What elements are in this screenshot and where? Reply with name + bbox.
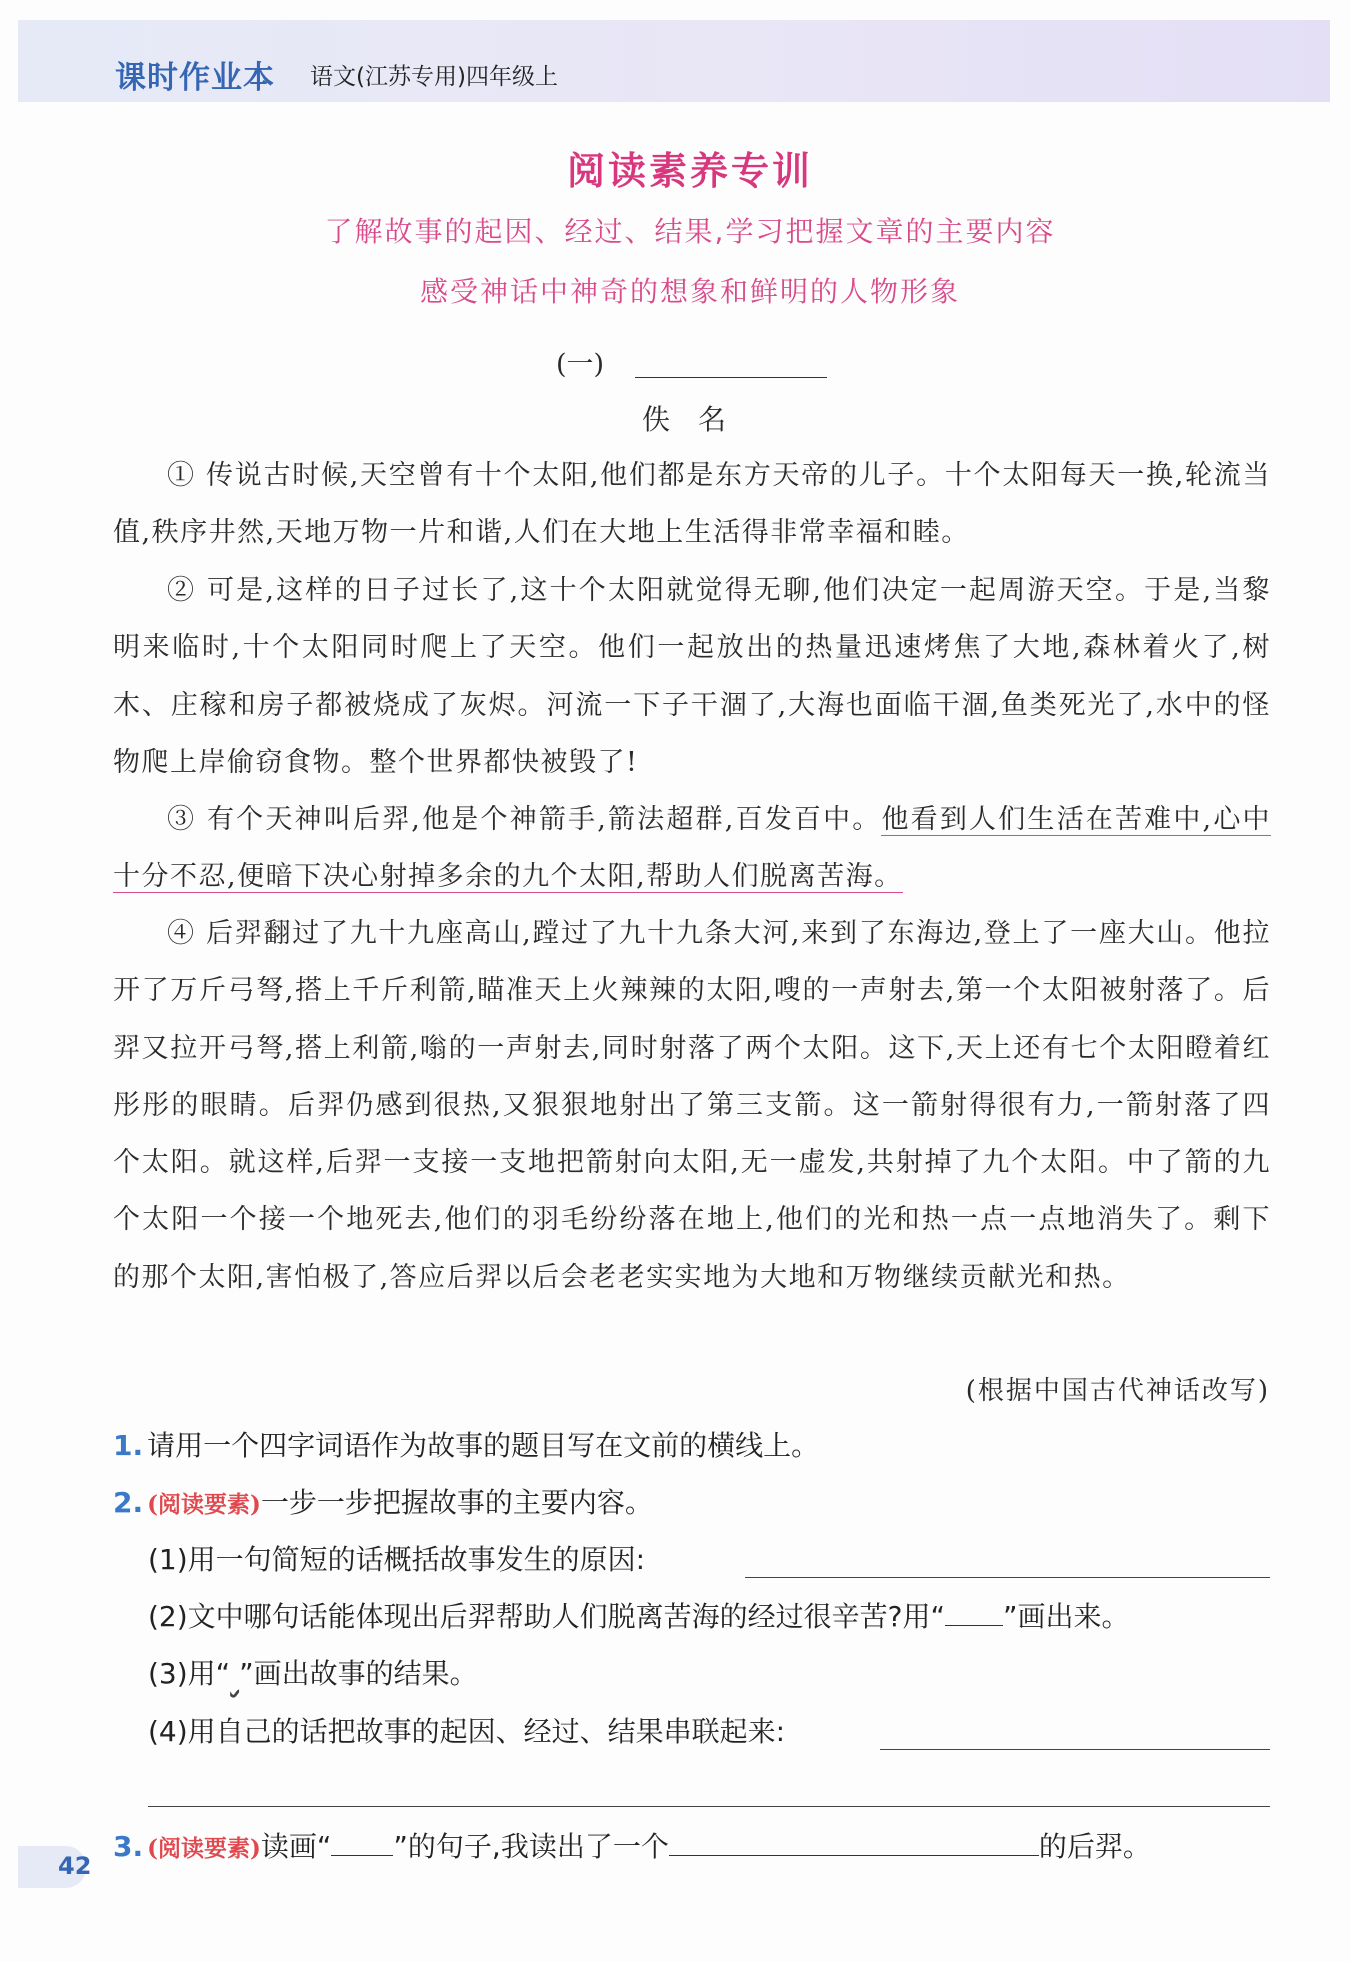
answer-line-2-4a[interactable] bbox=[880, 1749, 1270, 1750]
straight-line-mark bbox=[331, 1829, 393, 1856]
question-text: (2)文中哪句话能体现出后羿帮助人们脱离苦海的经过很辛苦?用“ bbox=[148, 1600, 946, 1633]
paragraph-text: 传说古时候,天空曾有十个太阳,他们都是东方天帝的儿子。十个太阳每天一换,轮流当值,秩序井然,天地万物一片和谐,人们在大地上生活得非常幸福和睦。 bbox=[113, 460, 1271, 549]
question-text: ”画出来。 bbox=[1003, 1600, 1130, 1633]
answer-line-2-1[interactable] bbox=[745, 1577, 1270, 1578]
question-number: 3. bbox=[113, 1830, 144, 1863]
paragraph-number: ① bbox=[167, 460, 196, 491]
passage-source: (根据中国古代神话改写) bbox=[965, 1376, 1270, 1406]
learning-goal-2: 感受神话中神奇的想象和鲜明的人物形象 bbox=[419, 275, 960, 308]
title-blank-line[interactable] bbox=[635, 377, 827, 378]
question-text: 读画“ bbox=[260, 1830, 332, 1863]
learning-goal-1: 了解故事的起因、经过、结果,学习把握文章的主要内容 bbox=[324, 215, 1056, 248]
question-text: (3)用“ bbox=[148, 1657, 231, 1690]
question-text: 请用一个四字词语作为故事的题目写在文前的横线上。 bbox=[147, 1429, 820, 1462]
answer-line-3[interactable] bbox=[669, 1829, 1039, 1856]
section-title: 阅读素养专训 bbox=[566, 149, 813, 193]
question-text: ”画出故事的结果。 bbox=[239, 1657, 478, 1690]
reading-element-tag: (阅读要素) bbox=[147, 1491, 261, 1518]
question-number: 2. bbox=[113, 1486, 144, 1519]
question-text: ”的句子,我读出了一个 bbox=[393, 1830, 669, 1863]
part-label: (一) bbox=[556, 349, 605, 380]
paragraph-3 bbox=[113, 791, 1271, 906]
page-number-tab bbox=[18, 1846, 92, 1888]
question-text: 一步一步把握故事的主要内容。 bbox=[260, 1486, 653, 1519]
wavy-line-mark bbox=[230, 1657, 239, 1690]
straight-line-mark bbox=[945, 1599, 1003, 1626]
underlined-sentence: 他看到人们生活在苦难中,心中十分不忍,便暗下决心射掉多余的九个太阳,帮助人们脱离苦海。 bbox=[113, 804, 1272, 893]
paragraph-number: ③ bbox=[167, 804, 197, 835]
question-2-3 bbox=[148, 1652, 478, 1692]
paragraph-number: ② bbox=[167, 575, 197, 606]
question-2-2 bbox=[148, 1595, 1130, 1635]
paragraph-1 bbox=[113, 447, 1271, 562]
reading-element-tag: (阅读要素) bbox=[147, 1835, 261, 1862]
paragraph-number: ④ bbox=[167, 918, 196, 949]
paragraph-text: 后羿翻过了九十九座高山,蹚过了九十九条大河,来到了东海边,登上了一座大山。他拉开了万斤弓弩,搭上千斤利箭,瞄准天上火辣辣的太阳,嗖的一声射去,第一个太阳被射落了。后羿又拉开弓弩,搭上利箭,嗡的一声射去,同时射落了两个太阳。这下,天上还有七个太阳瞪着红彤彤的眼睛。后羿仍感到很热,又狠狠地射出了第三支箭。这一箭射得很有力,一箭射落了四个太阳。就这样,后羿一支接一支地把箭射向太阳,无一虚发,共射掉了九个太阳。中了箭的九个太阳一个接一个地死去,他们的羽毛纷纷落在地上,他们的光和热一点一点地消失了。剩下的那个太阳,害怕极了,答应后羿以后会老老实实地为大地和万物继续贡献光和热。 bbox=[113, 918, 1271, 1293]
paragraph-2 bbox=[113, 562, 1271, 791]
paragraph-text: 有个天神叫后羿,他是个神箭手,箭法超群,百发百中。 bbox=[206, 804, 882, 835]
question-number: 1. bbox=[113, 1429, 144, 1462]
question-2-4: (4)用自己的话把故事的起因、经过、结果串联起来: bbox=[148, 1715, 786, 1748]
brand-title: 课时作业本 bbox=[115, 60, 275, 96]
paragraph-text: 可是,这样的日子过长了,这十个太阳就觉得无聊,他们决定一起周游天空。于是,当黎明来临时,十个太阳同时爬上了天空。他们一起放出的热量迅速烤焦了大地,森林着火了,树木、庄稼和房子都被烧成了灰烬。河流一下子干涸了,大海也面临干涸,鱼类死光了,水中的怪物爬上岸偷窃食物。整个世界都快被毁了! bbox=[113, 575, 1271, 778]
book-subject: 语文(江苏专用)四年级上 bbox=[310, 64, 558, 90]
answer-line-2-4b[interactable] bbox=[148, 1806, 1270, 1807]
passage-author: 佚名 bbox=[642, 403, 755, 436]
question-2 bbox=[113, 1481, 653, 1521]
question-1 bbox=[113, 1424, 819, 1464]
paragraph-4 bbox=[113, 905, 1271, 1306]
question-text: 的后羿。 bbox=[1038, 1830, 1151, 1863]
page-number: 42 bbox=[58, 1852, 92, 1880]
question-2-1: (1)用一句简短的话概括故事发生的原因: bbox=[148, 1543, 646, 1576]
question-3 bbox=[113, 1825, 1151, 1865]
